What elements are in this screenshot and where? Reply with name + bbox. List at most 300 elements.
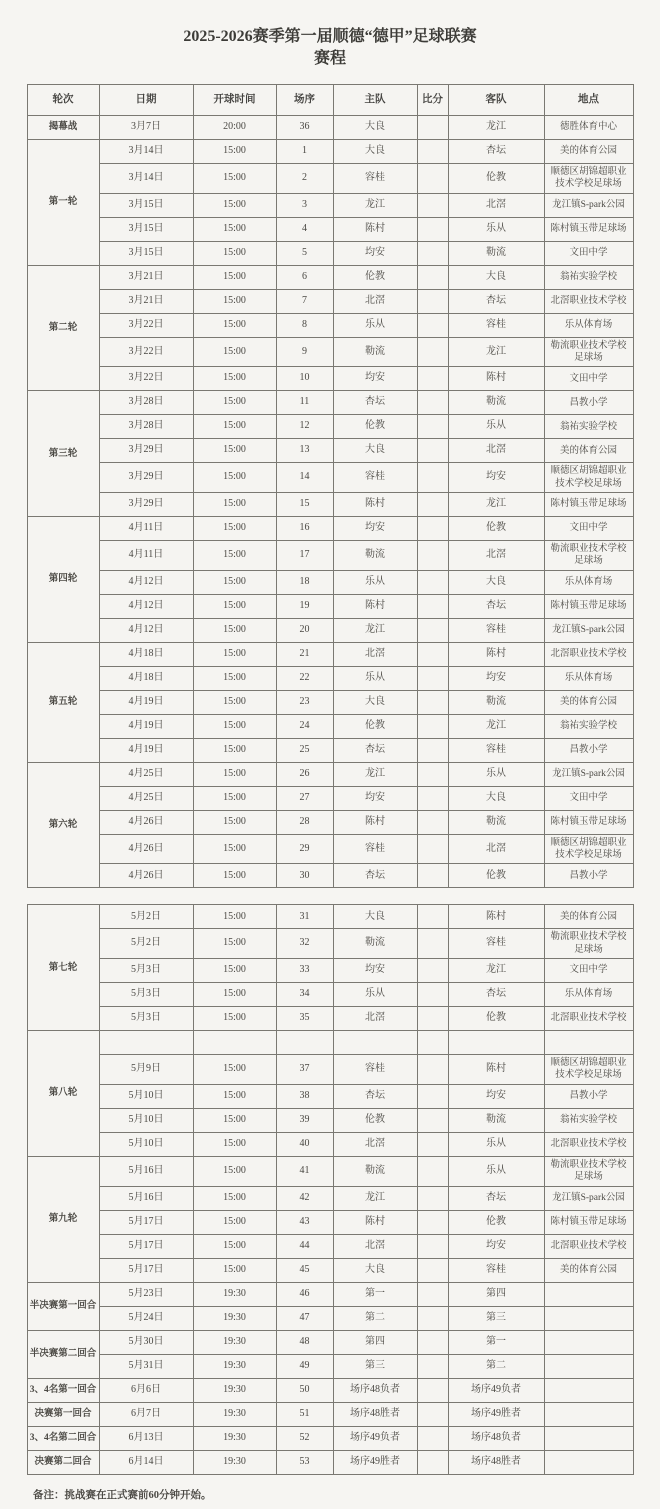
home-team-cell: 容桂 (333, 164, 417, 194)
date-cell: 5月31日 (99, 1354, 193, 1378)
date-cell: 3月28日 (99, 415, 193, 439)
date-cell: 4月19日 (99, 738, 193, 762)
kickoff-time-cell: 19:30 (193, 1282, 276, 1306)
home-team-cell: 均安 (333, 517, 417, 541)
score-cell (417, 367, 448, 391)
round-cell: 决赛第一回合 (27, 1402, 99, 1426)
match-row (27, 1108, 633, 1132)
date-cell: 4月12日 (99, 594, 193, 618)
home-team-cell: 均安 (333, 786, 417, 810)
date-cell: 5月30日 (99, 1330, 193, 1354)
match-no-cell: 37 (276, 1055, 333, 1085)
match-no-cell: 42 (276, 1186, 333, 1210)
kickoff-time-cell: 15:00 (193, 493, 276, 517)
column-header-8: 地点 (544, 85, 633, 116)
kickoff-time-cell: 15:00 (193, 666, 276, 690)
round-cell: 第四轮 (27, 517, 99, 643)
kickoff-time-cell: 15:00 (193, 193, 276, 217)
home-team-cell: 勒流 (333, 929, 417, 959)
kickoff-time-cell: 15:00 (193, 415, 276, 439)
away-team-cell: 第四 (448, 1282, 544, 1306)
kickoff-time-cell: 15:00 (193, 762, 276, 786)
match-row (27, 642, 633, 666)
match-no-cell: 33 (276, 959, 333, 983)
date-cell: 5月17日 (99, 1210, 193, 1234)
away-team-cell: 伦教 (448, 1007, 544, 1031)
home-team-cell: 乐从 (333, 313, 417, 337)
away-team-cell: 杏坛 (448, 1186, 544, 1210)
match-no-cell: 15 (276, 493, 333, 517)
score-cell (417, 1330, 448, 1354)
date-cell: 3月28日 (99, 391, 193, 415)
home-team-cell: 北滘 (333, 289, 417, 313)
kickoff-time-cell: 19:30 (193, 1426, 276, 1450)
date-cell: 4月12日 (99, 570, 193, 594)
date-cell: 3月15日 (99, 217, 193, 241)
date-cell: 3月29日 (99, 493, 193, 517)
away-team-cell: 陈村 (448, 1055, 544, 1085)
away-team-cell: 北滘 (448, 834, 544, 864)
kickoff-time-cell: 15:00 (193, 289, 276, 313)
venue-cell: 顺德区胡锦超职业技术学校足球场 (544, 834, 633, 864)
kickoff-time-cell: 15:00 (193, 1186, 276, 1210)
score-cell (417, 391, 448, 415)
match-no-cell: 22 (276, 666, 333, 690)
venue-cell: 勒流职业技术学校足球场 (544, 337, 633, 367)
score-cell (417, 241, 448, 265)
match-no-cell: 51 (276, 1402, 333, 1426)
match-no-cell: 2 (276, 164, 333, 194)
home-team-cell: 大良 (333, 690, 417, 714)
away-team-cell: 伦教 (448, 864, 544, 888)
match-row (27, 463, 633, 493)
away-team-cell: 伦教 (448, 517, 544, 541)
score-cell (417, 1108, 448, 1132)
venue-cell: 乐从体育场 (544, 666, 633, 690)
round-cell: 第三轮 (27, 391, 99, 517)
away-team-cell: 容桂 (448, 929, 544, 959)
kickoff-time-cell: 15:00 (193, 738, 276, 762)
kickoff-time-cell: 15:00 (193, 541, 276, 571)
round-cell: 决赛第二回合 (27, 1450, 99, 1474)
date-cell: 4月19日 (99, 714, 193, 738)
match-row (27, 1306, 633, 1330)
home-team-cell: 陈村 (333, 493, 417, 517)
score-cell (417, 762, 448, 786)
date-cell: 3月22日 (99, 313, 193, 337)
kickoff-time-cell: 15:00 (193, 1210, 276, 1234)
home-team-cell: 乐从 (333, 666, 417, 690)
date-cell: 5月10日 (99, 1132, 193, 1156)
footer-note: 备注：挑战赛在正式赛前60分钟开始。 (33, 1489, 212, 1501)
venue-cell: 乐从体育场 (544, 313, 633, 337)
score-cell (417, 1031, 448, 1055)
match-no-cell: 32 (276, 929, 333, 959)
date-cell: 3月15日 (99, 241, 193, 265)
kickoff-time-cell: 15:00 (193, 1055, 276, 1085)
match-row (27, 1258, 633, 1282)
match-row (27, 690, 633, 714)
venue-cell: 龙江镇S-park公园 (544, 618, 633, 642)
date-cell: 5月10日 (99, 1108, 193, 1132)
round-cell: 3、4名第二回合 (27, 1426, 99, 1450)
header-row (27, 85, 633, 116)
match-no-cell: 30 (276, 864, 333, 888)
date-cell: 5月24日 (99, 1306, 193, 1330)
venue-cell: 北滘职业技术学校 (544, 1234, 633, 1258)
home-team-cell: 均安 (333, 367, 417, 391)
home-team-cell: 北滘 (333, 642, 417, 666)
match-no-cell: 24 (276, 714, 333, 738)
date-cell: 5月2日 (99, 905, 193, 929)
match-row (27, 1007, 633, 1031)
round-cell: 第八轮 (27, 1031, 99, 1157)
away-team-cell: 陈村 (448, 367, 544, 391)
venue-cell: 北滘职业技术学校 (544, 289, 633, 313)
away-team-cell: 场序49胜者 (448, 1402, 544, 1426)
kickoff-time-cell: 15:00 (193, 463, 276, 493)
score-cell (417, 164, 448, 194)
date-cell: 3月7日 (99, 116, 193, 140)
venue-cell: 文田中学 (544, 786, 633, 810)
score-cell (417, 929, 448, 959)
round-cell: 3、4名第一回合 (27, 1378, 99, 1402)
venue-cell: 龙江镇S-park公园 (544, 193, 633, 217)
away-team-cell: 容桂 (448, 313, 544, 337)
date-cell: 3月22日 (99, 337, 193, 367)
venue-cell: 陈村镇玉带足球场 (544, 493, 633, 517)
venue-cell (544, 1282, 633, 1306)
score-cell (417, 1210, 448, 1234)
venue-cell: 勒流职业技术学校足球场 (544, 541, 633, 571)
match-no-cell: 25 (276, 738, 333, 762)
match-row (27, 1330, 633, 1354)
away-team-cell: 勒流 (448, 810, 544, 834)
match-row (27, 762, 633, 786)
score-cell (417, 786, 448, 810)
match-no-cell: 21 (276, 642, 333, 666)
score-cell (417, 541, 448, 571)
score-cell (417, 666, 448, 690)
score-cell (417, 265, 448, 289)
kickoff-time-cell: 19:30 (193, 1330, 276, 1354)
score-cell (417, 493, 448, 517)
date-cell: 5月10日 (99, 1084, 193, 1108)
match-no-cell: 48 (276, 1330, 333, 1354)
column-header-6: 比分 (417, 85, 448, 116)
match-row (27, 265, 633, 289)
kickoff-time-cell: 19:30 (193, 1306, 276, 1330)
match-no-cell: 6 (276, 265, 333, 289)
away-team-cell: 杏坛 (448, 983, 544, 1007)
score-cell (417, 313, 448, 337)
match-no-cell: 11 (276, 391, 333, 415)
match-no-cell: 5 (276, 241, 333, 265)
score-cell (417, 570, 448, 594)
date-cell: 3月29日 (99, 439, 193, 463)
match-row (27, 367, 633, 391)
round-cell: 第九轮 (27, 1156, 99, 1282)
away-team-cell: 乐从 (448, 1132, 544, 1156)
kickoff-time-cell: 19:30 (193, 1354, 276, 1378)
venue-cell (544, 1306, 633, 1330)
venue-cell: 顺德区胡锦超职业技术学校足球场 (544, 1055, 633, 1085)
score-cell (417, 905, 448, 929)
away-team-cell: 乐从 (448, 217, 544, 241)
venue-cell: 昌教小学 (544, 864, 633, 888)
score-cell (417, 1378, 448, 1402)
score-cell (417, 193, 448, 217)
away-team-cell (448, 1031, 544, 1055)
away-team-cell: 均安 (448, 463, 544, 493)
venue-cell: 昌教小学 (544, 1084, 633, 1108)
schedule-table-playoffs (27, 904, 634, 1474)
kickoff-time-cell: 19:30 (193, 1402, 276, 1426)
match-row (27, 140, 633, 164)
away-team-cell: 北滘 (448, 439, 544, 463)
venue-cell: 美的体育公园 (544, 690, 633, 714)
score-cell (417, 337, 448, 367)
date-cell: 5月9日 (99, 1055, 193, 1085)
kickoff-time-cell: 15:00 (193, 1156, 276, 1186)
away-team-cell: 第一 (448, 1330, 544, 1354)
away-team-cell: 杏坛 (448, 140, 544, 164)
match-no-cell: 23 (276, 690, 333, 714)
venue-cell (544, 1402, 633, 1426)
kickoff-time-cell: 15:00 (193, 1132, 276, 1156)
away-team-cell: 场序48负者 (448, 1426, 544, 1450)
venue-cell: 陈村镇玉带足球场 (544, 1210, 633, 1234)
venue-cell: 美的体育公园 (544, 905, 633, 929)
venue-cell: 文田中学 (544, 517, 633, 541)
kickoff-time-cell: 15:00 (193, 439, 276, 463)
score-cell (417, 642, 448, 666)
match-row (27, 1426, 633, 1450)
date-cell: 5月23日 (99, 1282, 193, 1306)
venue-cell: 顺德区胡锦超职业技术学校足球场 (544, 164, 633, 194)
away-team-cell: 勒流 (448, 1108, 544, 1132)
venue-cell: 文田中学 (544, 367, 633, 391)
home-team-cell: 大良 (333, 439, 417, 463)
score-cell (417, 714, 448, 738)
match-no-cell: 4 (276, 217, 333, 241)
match-row (27, 116, 633, 140)
venue-cell: 美的体育公园 (544, 439, 633, 463)
score-cell (417, 463, 448, 493)
match-no-cell: 49 (276, 1354, 333, 1378)
home-team-cell: 均安 (333, 241, 417, 265)
kickoff-time-cell: 15:00 (193, 570, 276, 594)
date-cell: 4月12日 (99, 618, 193, 642)
round-cell: 第二轮 (27, 265, 99, 391)
score-cell (417, 810, 448, 834)
away-team-cell: 龙江 (448, 116, 544, 140)
away-team-cell: 均安 (448, 666, 544, 690)
venue-cell: 文田中学 (544, 241, 633, 265)
date-cell: 6月6日 (99, 1378, 193, 1402)
date-cell: 4月26日 (99, 810, 193, 834)
home-team-cell: 大良 (333, 116, 417, 140)
match-no-cell: 3 (276, 193, 333, 217)
date-cell: 4月11日 (99, 541, 193, 571)
kickoff-time-cell: 15:00 (193, 313, 276, 337)
kickoff-time-cell: 15:00 (193, 391, 276, 415)
venue-cell (544, 1378, 633, 1402)
kickoff-time-cell: 15:00 (193, 594, 276, 618)
score-cell (417, 1258, 448, 1282)
date-cell: 6月14日 (99, 1450, 193, 1474)
venue-cell: 北滘职业技术学校 (544, 642, 633, 666)
home-team-cell: 陈村 (333, 594, 417, 618)
kickoff-time-cell: 15:00 (193, 810, 276, 834)
score-cell (417, 517, 448, 541)
kickoff-time-cell: 20:00 (193, 116, 276, 140)
score-cell (417, 1132, 448, 1156)
score-cell (417, 415, 448, 439)
match-row (27, 391, 633, 415)
match-row (27, 541, 633, 571)
kickoff-time-cell: 15:00 (193, 618, 276, 642)
away-team-cell: 北滘 (448, 193, 544, 217)
venue-cell (544, 1031, 633, 1055)
home-team-cell: 乐从 (333, 570, 417, 594)
away-team-cell: 均安 (448, 1234, 544, 1258)
date-cell: 3月14日 (99, 164, 193, 194)
away-team-cell: 场序49负者 (448, 1378, 544, 1402)
match-no-cell: 36 (276, 116, 333, 140)
kickoff-time-cell: 15:00 (193, 1007, 276, 1031)
match-row (27, 439, 633, 463)
kickoff-time-cell: 15:00 (193, 367, 276, 391)
away-team-cell: 伦教 (448, 1210, 544, 1234)
home-team-cell: 勒流 (333, 1156, 417, 1186)
match-no-cell: 10 (276, 367, 333, 391)
date-cell: 6月7日 (99, 1402, 193, 1426)
score-cell (417, 1055, 448, 1085)
home-team-cell: 容桂 (333, 463, 417, 493)
date-cell: 5月3日 (99, 1007, 193, 1031)
match-row (27, 337, 633, 367)
kickoff-time-cell: 15:00 (193, 337, 276, 367)
match-row (27, 1282, 633, 1306)
match-no-cell: 26 (276, 762, 333, 786)
kickoff-time-cell: 15:00 (193, 140, 276, 164)
home-team-cell: 均安 (333, 959, 417, 983)
score-cell (417, 864, 448, 888)
away-team-cell: 龙江 (448, 337, 544, 367)
date-cell: 5月16日 (99, 1186, 193, 1210)
date-cell: 3月14日 (99, 140, 193, 164)
venue-cell: 翁祐实验学校 (544, 1108, 633, 1132)
home-team-cell: 勒流 (333, 337, 417, 367)
match-no-cell: 41 (276, 1156, 333, 1186)
away-team-cell: 场序48胜者 (448, 1450, 544, 1474)
home-team-cell: 杏坛 (333, 391, 417, 415)
score-cell (417, 140, 448, 164)
round-cell: 第七轮 (27, 905, 99, 1031)
home-team-cell: 第二 (333, 1306, 417, 1330)
match-row (27, 929, 633, 959)
score-cell (417, 594, 448, 618)
kickoff-time-cell: 15:00 (193, 929, 276, 959)
home-team-cell: 杏坛 (333, 864, 417, 888)
match-no-cell: 14 (276, 463, 333, 493)
venue-cell: 勒流职业技术学校足球场 (544, 929, 633, 959)
away-team-cell: 容桂 (448, 1258, 544, 1282)
kickoff-time-cell: 15:00 (193, 983, 276, 1007)
match-no-cell: 29 (276, 834, 333, 864)
match-row (27, 1234, 633, 1258)
date-cell: 3月22日 (99, 367, 193, 391)
match-row (27, 714, 633, 738)
match-row (27, 289, 633, 313)
match-no-cell: 52 (276, 1426, 333, 1450)
match-no-cell: 28 (276, 810, 333, 834)
date-cell: 5月16日 (99, 1156, 193, 1186)
away-team-cell: 大良 (448, 570, 544, 594)
venue-cell: 龙江镇S-park公园 (544, 762, 633, 786)
venue-cell: 翁祐实验学校 (544, 415, 633, 439)
date-cell: 4月25日 (99, 786, 193, 810)
away-team-cell: 均安 (448, 1084, 544, 1108)
kickoff-time-cell: 15:00 (193, 265, 276, 289)
away-team-cell: 乐从 (448, 415, 544, 439)
match-row (27, 834, 633, 864)
away-team-cell: 陈村 (448, 642, 544, 666)
page-subtitle: 赛程 (313, 50, 346, 67)
round-cell: 揭幕战 (27, 116, 99, 140)
match-no-cell: 8 (276, 313, 333, 337)
match-no-cell: 16 (276, 517, 333, 541)
venue-cell (544, 1330, 633, 1354)
venue-cell: 德胜体育中心 (544, 116, 633, 140)
score-cell (417, 959, 448, 983)
home-team-cell: 场序49胜者 (333, 1450, 417, 1474)
round-cell: 第六轮 (27, 762, 99, 888)
date-cell: 5月3日 (99, 959, 193, 983)
kickoff-time-cell: 15:00 (193, 217, 276, 241)
score-cell (417, 1426, 448, 1450)
venue-cell: 龙江镇S-park公园 (544, 1186, 633, 1210)
date-cell: 3月29日 (99, 463, 193, 493)
score-cell (417, 1186, 448, 1210)
column-header-5: 主队 (333, 85, 417, 116)
away-team-cell: 大良 (448, 786, 544, 810)
home-team-cell: 伦教 (333, 714, 417, 738)
match-no-cell: 13 (276, 439, 333, 463)
score-cell (417, 439, 448, 463)
home-team-cell: 容桂 (333, 834, 417, 864)
match-no-cell: 20 (276, 618, 333, 642)
home-team-cell: 杏坛 (333, 1084, 417, 1108)
column-header-1: 轮次 (27, 85, 99, 116)
home-team-cell: 伦教 (333, 415, 417, 439)
home-team-cell: 龙江 (333, 618, 417, 642)
home-team-cell: 北滘 (333, 1234, 417, 1258)
venue-cell (544, 1426, 633, 1450)
match-row (27, 493, 633, 517)
match-no-cell: 44 (276, 1234, 333, 1258)
match-no-cell: 27 (276, 786, 333, 810)
match-row (27, 241, 633, 265)
date-cell: 4月25日 (99, 762, 193, 786)
match-row (27, 594, 633, 618)
match-row (27, 1132, 633, 1156)
home-team-cell: 陈村 (333, 217, 417, 241)
home-team-cell: 北滘 (333, 1007, 417, 1031)
away-team-cell: 乐从 (448, 762, 544, 786)
kickoff-time-cell: 15:00 (193, 1234, 276, 1258)
